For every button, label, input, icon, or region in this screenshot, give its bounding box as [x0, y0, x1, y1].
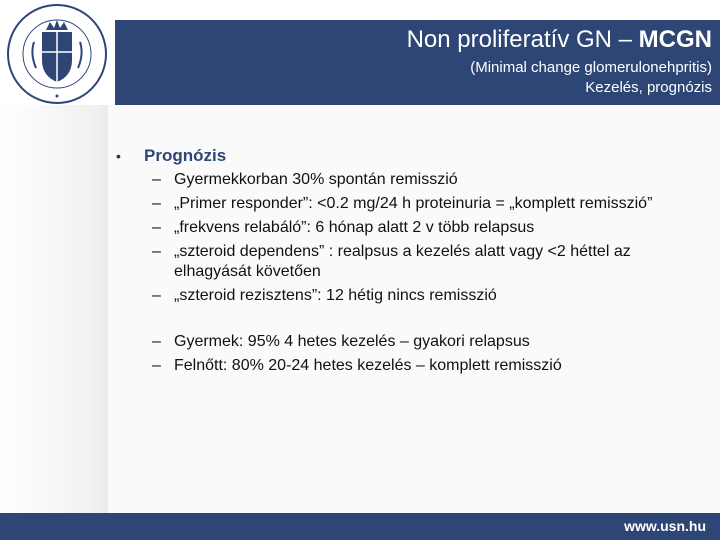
list-item-text: Gyermek: 95% 4 hetes kezelés – gyakori relapsus — [174, 333, 530, 350]
university-logo — [0, 0, 115, 105]
dash-icon: – — [152, 287, 161, 304]
list-item — [112, 356, 712, 376]
bullet-prognosis — [112, 146, 712, 170]
list-item — [112, 194, 712, 214]
left-shade — [0, 105, 108, 513]
list-item — [112, 170, 712, 190]
title-main: Non proliferatív GN – — [406, 26, 632, 53]
subtitle-line-1: (Minimal change glomerulonehpritis) — [470, 59, 712, 76]
list-item-text: „szteroid dependens” : realpsus a kezelés alatt vagy <2 héttel az elhagyását követően — [174, 243, 631, 280]
list-item — [112, 242, 712, 282]
list-item-text: Felnőtt: 80% 20-24 hetes kezelés – komplett remisszió — [174, 357, 562, 374]
heading-prognosis: Prognózis — [144, 146, 227, 165]
bullet-icon: • — [116, 148, 121, 164]
subtitle-line-2: Kezelés, prognózis — [585, 79, 712, 96]
dash-icon: – — [152, 195, 161, 212]
list-item — [112, 218, 712, 238]
list-item-text: „frekvens relabáló”: 6 hónap alatt 2 v több relapsus — [174, 219, 535, 236]
slide-title — [407, 26, 712, 54]
title-bold: MCGN — [638, 26, 712, 53]
treatment-list — [112, 332, 712, 376]
slide-subtitle — [470, 58, 712, 98]
list-item-text: Gyermekkorban 30% spontán remisszió — [174, 171, 458, 188]
seal-icon — [2, 2, 112, 106]
dash-icon: – — [152, 333, 161, 350]
list-item-text: „szteroid rezisztens”: 12 hétig nincs remisszió — [174, 287, 497, 304]
dash-icon: – — [152, 357, 161, 374]
dash-icon: – — [152, 171, 161, 188]
prognosis-list — [112, 170, 712, 306]
slide-content — [112, 146, 712, 380]
list-item — [112, 332, 712, 352]
list-item — [112, 286, 712, 306]
footer-bar — [0, 513, 720, 540]
dash-icon: – — [152, 243, 161, 260]
list-item-text: „Primer responder”: <0.2 mg/24 h proteinuria = „komplett remisszió” — [174, 195, 653, 212]
footer-url: www.usn.hu — [624, 518, 706, 534]
dash-icon: – — [152, 219, 161, 236]
header-bar — [115, 20, 720, 105]
